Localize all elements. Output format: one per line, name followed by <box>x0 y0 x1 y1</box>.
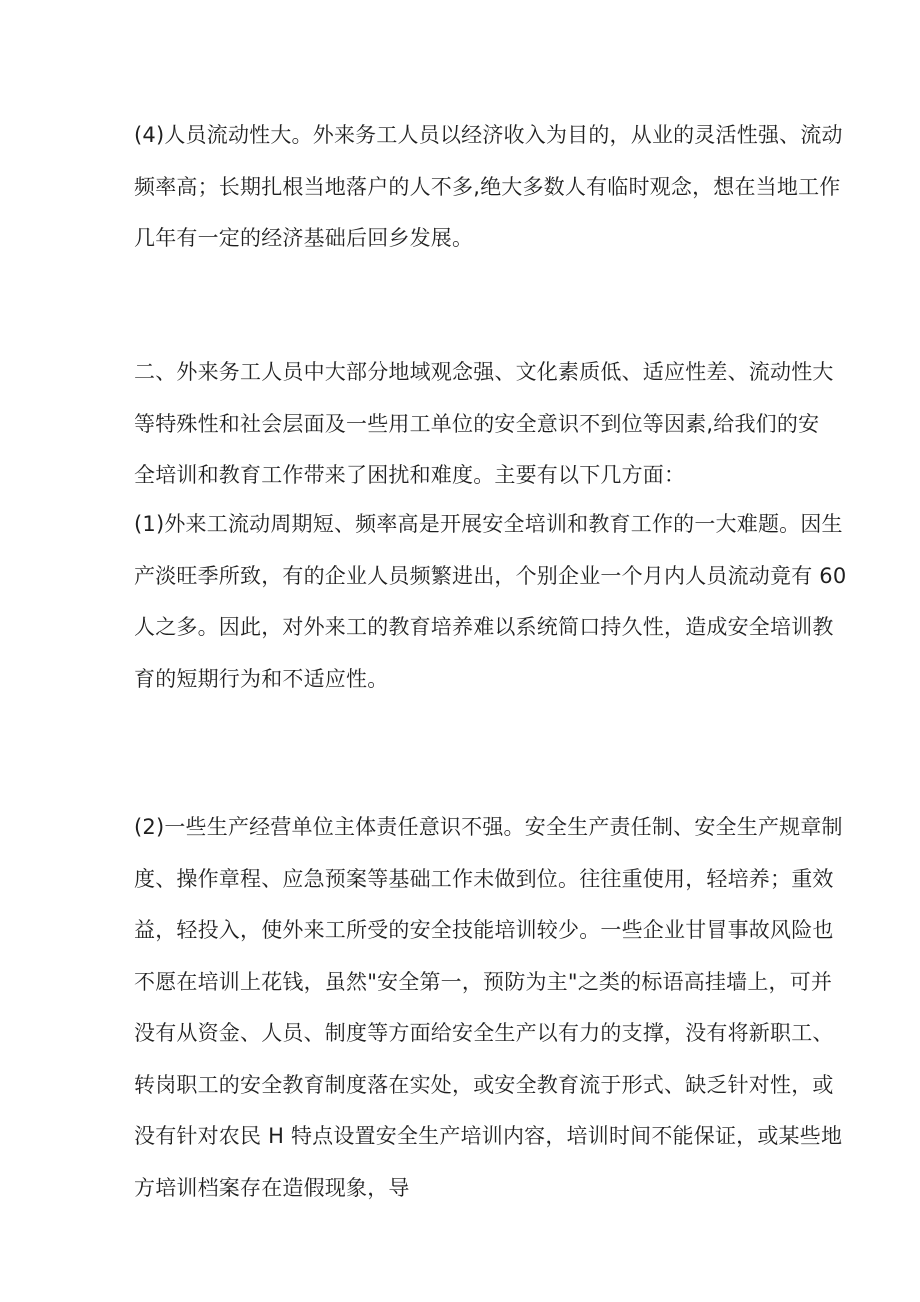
text-line: 度、操作章程、应急预案等基础工作未做到位。往往重使用，轻培养；重效 <box>134 866 834 891</box>
text-line: (2)一些生产经营单位主体责任意识不强。安全生产责任制、安全生产规章制 <box>134 815 843 839</box>
text-line: 等特殊性和社会层面及一些用工单位的安全意识不到位等因素,给我们的安 <box>134 411 820 436</box>
text-line: 转岗职工的安全教育制度落在实处，或安全教育流于形式、缺乏针对性，或 <box>134 1072 834 1097</box>
text-line: (4)人员流动性大。外来务工人员以经济收入为目的，从业的灵活性强、流动 <box>134 123 843 147</box>
paragraph-responsibility-awareness <box>134 802 843 1214</box>
text-line: 方培训档案存在造假现象，导 <box>134 1175 410 1200</box>
text-line: 二、外来务工人员中大部分地域观念强、文化素质低、适应性差、流动性大 <box>134 360 834 384</box>
text-line: 没有针对农民 H 特点设置安全生产培训内容，培训时间不能保证，或某些地 <box>134 1124 843 1148</box>
text-line: 几年有一定的经济基础后回乡发展。 <box>134 226 474 250</box>
text-line: 不愿在培训上花钱，虽然"安全第一，预防为主"之类的标语高挂墙上，可并 <box>134 969 833 994</box>
text-line: 人之多。因此，对外来工的教育培养难以系统简口持久性，造成安全培训教 <box>134 615 834 639</box>
paragraph-personnel-mobility <box>134 110 843 265</box>
text-line: 育的短期行为和不适应性。 <box>134 666 389 691</box>
text-line: (1)外来工流动周期短、频率高是开展安全培训和教育工作的一大难题。因生 <box>134 512 843 536</box>
text-line: 产淡旺季所致，有的企业人员频繁进出，个别企业一个月内人员流动竟有 60 <box>134 563 847 588</box>
text-line: 没有从资金、人员、制度等方面给安全生产以有力的支撑，没有将新职工、 <box>134 1021 834 1045</box>
paragraph-short-turnover <box>134 499 847 705</box>
paragraph-section-two-intro <box>134 347 834 502</box>
text-line: 全培训和教育工作带来了困扰和难度。主要有以下几方面： <box>134 463 686 487</box>
text-line: 频率高；长期扎根当地落户的人不多,绝大多数人有临时观念，想在当地工作 <box>134 174 841 199</box>
text-line: 益，轻投入，使外来工所受的安全技能培训较少。一些企业甘冒事故风险也 <box>134 918 834 942</box>
